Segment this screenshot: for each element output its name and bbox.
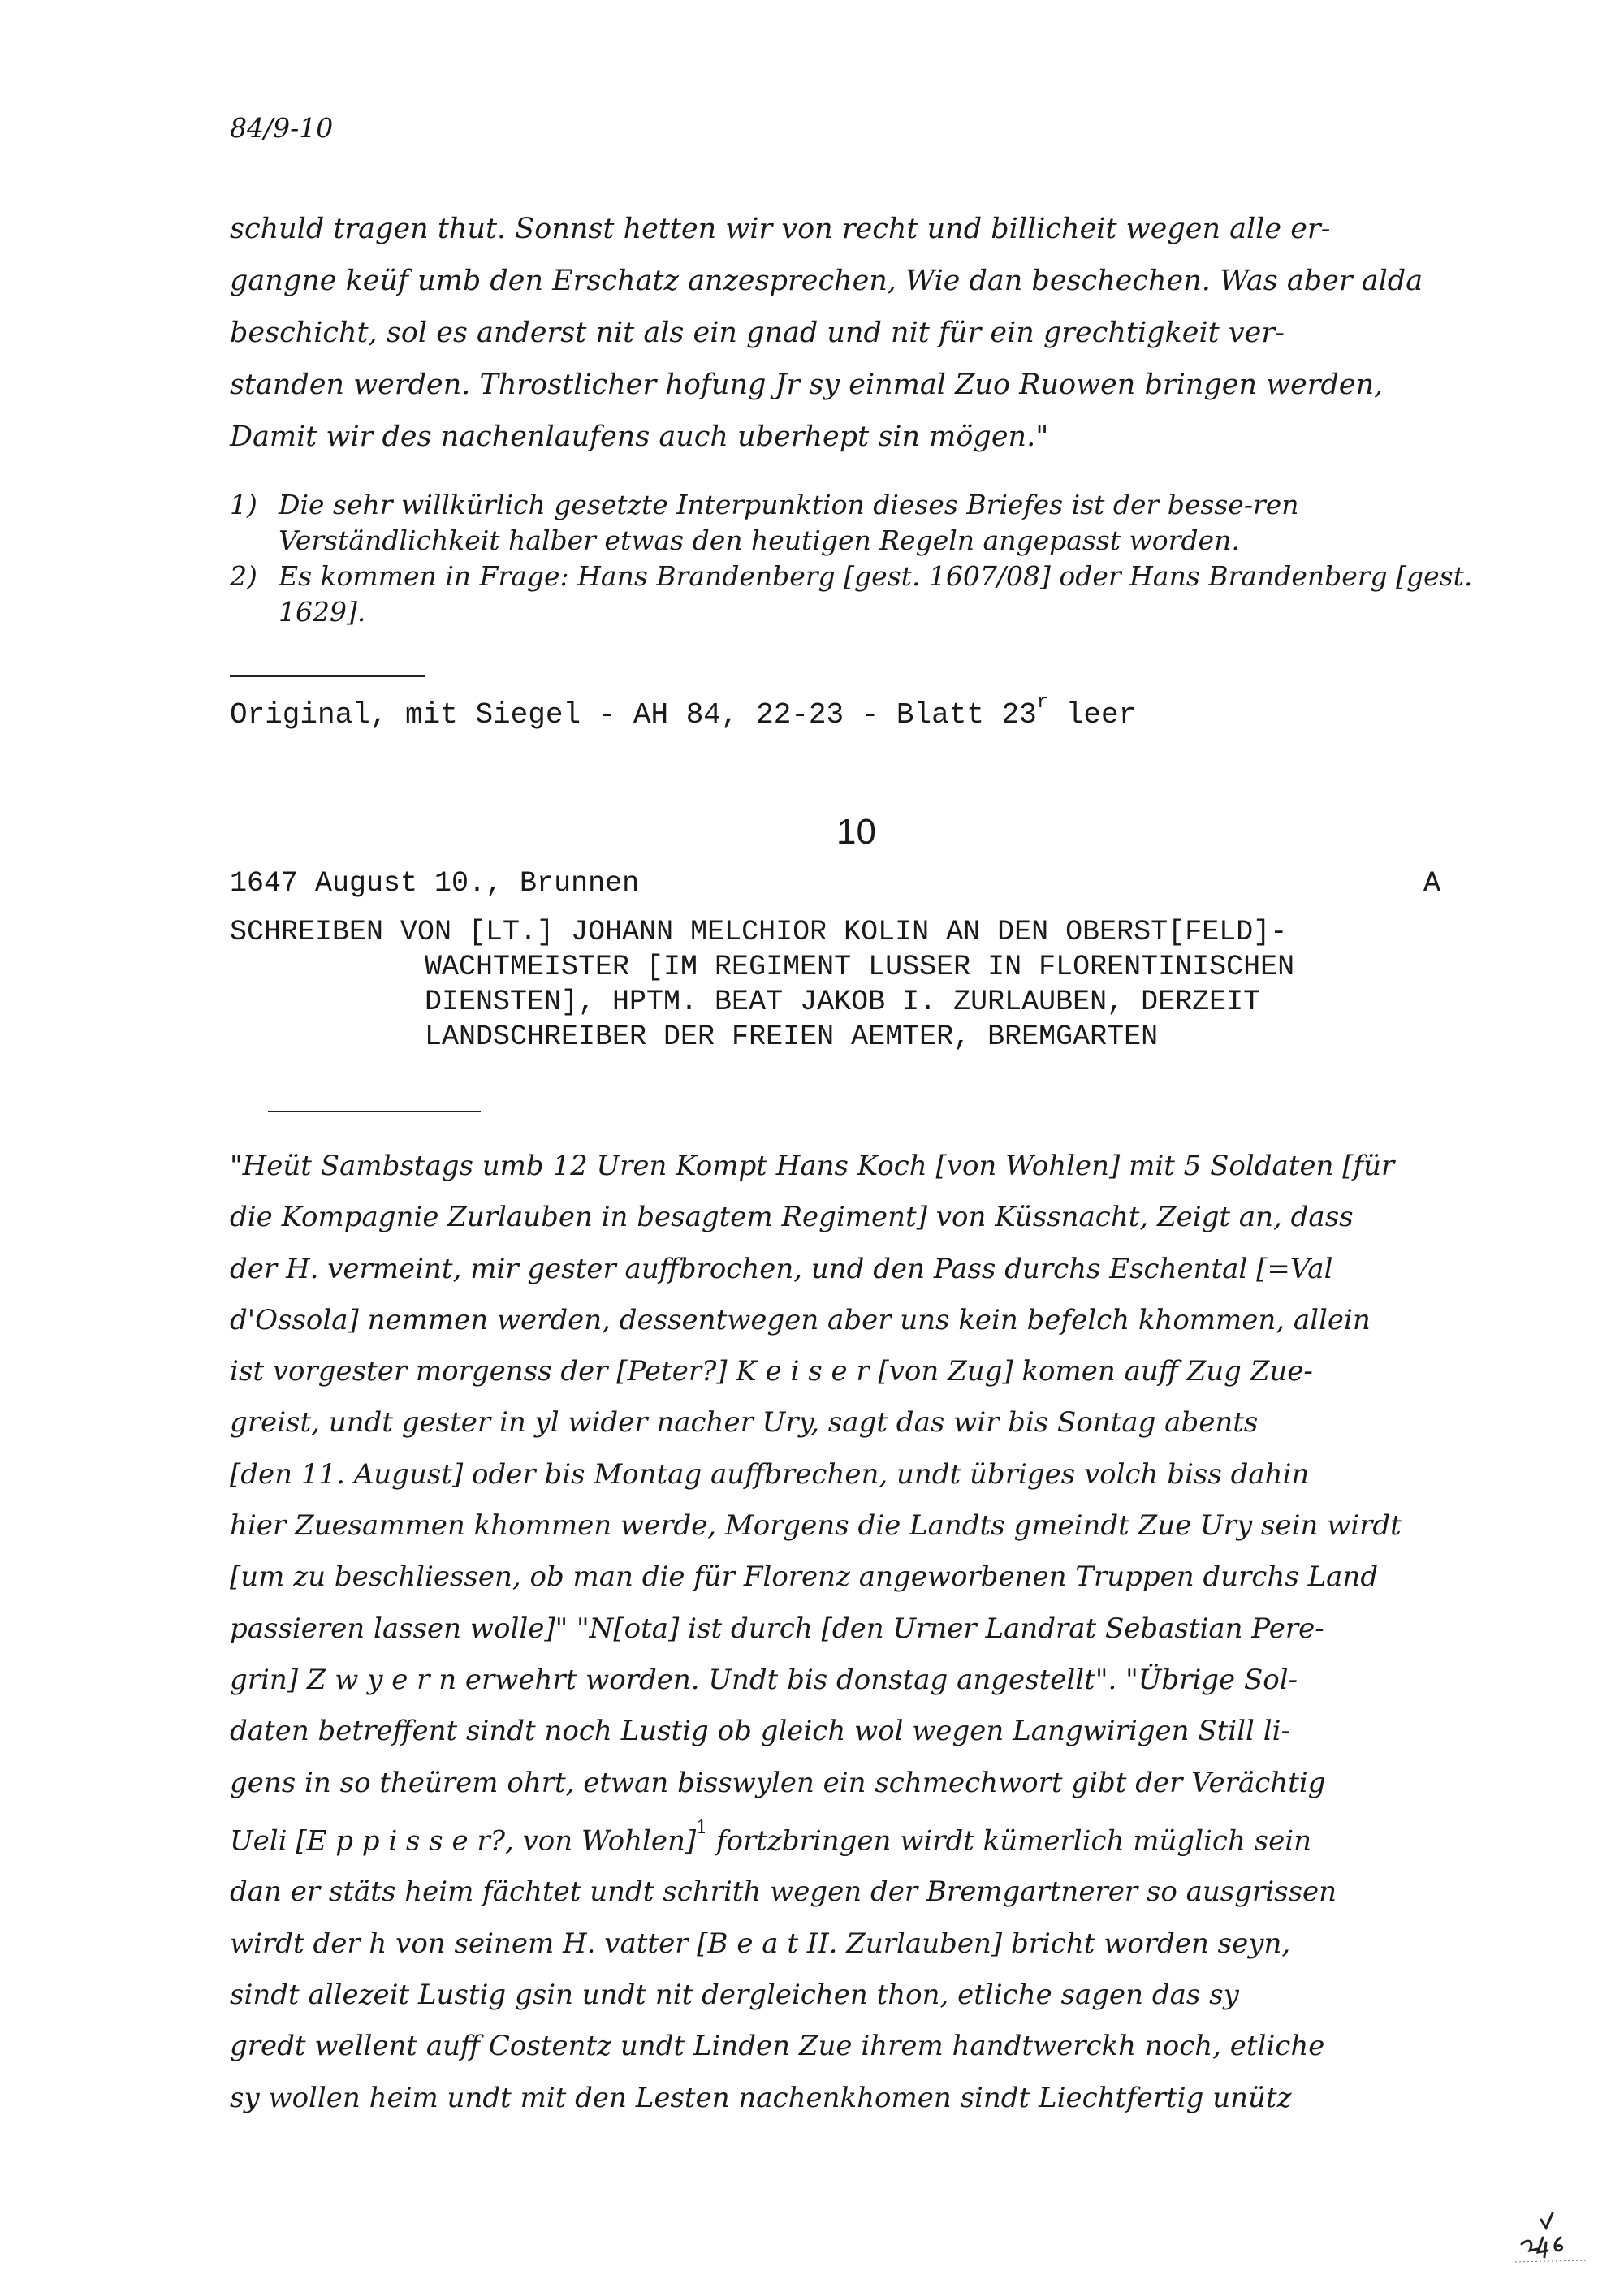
footnotes — [230, 487, 1513, 630]
heading-line: WACHTMEISTER [IM REGIMENT LUSSER IN FLORENTINISCHEN — [425, 951, 1295, 983]
footnote-number: 1) — [230, 489, 257, 520]
letter-transcription — [230, 1141, 1529, 2124]
text-line: Damit wir des nachenlaufens auch uberhept sin mögen." — [230, 421, 1049, 453]
superscript-r: r — [1036, 692, 1049, 714]
text-line: [den 11. August] oder bis Montag auffbrechen, undt übriges volch biss dahin — [230, 1457, 1310, 1491]
text-line: "Heüt Sambstags umb 12 Uren Kompt Hans Koch [von Wohlen] mit 5 Soldaten [für — [230, 1150, 1395, 1182]
text-line: dan er stäts heim fächtet undt schrith wegen der Bremgartnerer so ausgrissen — [230, 1875, 1337, 1909]
footnote-number: 2) — [230, 560, 257, 592]
footnote-text: Es kommen in Frage: Hans Brandenberg [gest. 1607/08] oder Hans Brandenberg [gest. 1629]. — [279, 560, 1473, 628]
text-line: gens in so theürem ohrt, etwan bisswylen ein schmechwort gibt der Verächtig — [230, 1766, 1326, 1799]
handwritten-checkmark-icon — [1510, 2208, 1592, 2273]
text-line: wirdt der h von seinem H. vatter [B e a t II. Zurlauben] bricht worden seyn, — [230, 1927, 1291, 1960]
footnote-2 — [230, 559, 1513, 630]
text-line: standen werden. Throstlicher hofung Jr sy einmal Zuo Ruowen bringen werden, — [230, 369, 1384, 401]
footnote-marker: 1 — [696, 1817, 708, 1838]
line-text: Ueli [E p p i s s e r?, von Wohlen] — [230, 1824, 697, 1858]
original-note-text: Original, mit Siegel - AH 84, 22-23 - Blatt 23 — [230, 698, 1037, 732]
text-line: ist vorgester morgenss der [Peter?] K e i s e r [von Zug] komen auff Zug Zue- — [230, 1355, 1313, 1388]
page-reference: 84/9-10 — [230, 112, 334, 144]
text-line: sindt allezeit Lustig gsin undt nit dergleichen thon, etliche sagen das sy — [230, 1979, 1239, 2012]
text-line: greist, undt gester in yl wider nacher Ury, sagt das wir bis Sontag abents — [230, 1406, 1259, 1439]
footnote-1 — [230, 487, 1513, 559]
line-text-tail: fortzbringen wirdt kümerlich müglich sein — [707, 1824, 1312, 1858]
text-line: grin] Z w y e r n erwehrt worden. Undt bis donstag angestellt". "Übrige Sol- — [230, 1663, 1298, 1696]
heading-line: SCHREIBEN VON [LT.] JOHANN MELCHIOR KOLIN AN DEN OBERST[FELD]- — [230, 916, 1288, 948]
text-line: passieren lassen wolle]" "N[ota] ist durch [den Urner Landrat Sebastian Pere- — [230, 1612, 1324, 1645]
text-line: gangne keüf umb den Erschatz anzesprechen, Wie dan beschechen. Was aber alda — [230, 265, 1423, 297]
text-line: der H. vermeint, mir gester auffbrochen, und den Pass durchs Eschental [=Val — [230, 1252, 1333, 1285]
original-note-tail: leer — [1048, 698, 1137, 732]
text-line: [um zu beschliessen, ob man die für Florenz angeworbenen Truppen durchs Land — [230, 1560, 1379, 1594]
heading-line: DIENSTEN], HPTM. BEAT JAKOB I. ZURLAUBEN, DERZEIT — [425, 986, 1261, 1018]
date-place: 1647 August 10., Brunnen — [230, 867, 640, 900]
document-heading — [230, 915, 1497, 1055]
text-line: gredt wellent auff Costentz undt Linden Zue ihrem handtwerckh noch, etliche — [230, 2030, 1325, 2063]
document-letter: A — [1423, 867, 1441, 900]
date-line — [230, 867, 1448, 900]
text-line: die Kompagnie Zurlauben in besagtem Regiment] von Küssnacht, Zeigt an, dass — [230, 1201, 1354, 1234]
original-note — [230, 692, 1137, 732]
text-line: beschicht, sol es anderst nit als ein gnad und nit für ein grechtigkeit ver- — [230, 317, 1285, 349]
document-number: 10 — [836, 812, 876, 852]
footnote-text: Die sehr willkürlich gesetzte Interpunktion dieses Briefes ist der besse-ren Verständlichkeit halber etwas den heutigen Regeln angepasst worden. — [279, 489, 1299, 556]
text-line — [230, 1809, 1529, 1867]
text-line: hier Zuesammen khommen werde, Morgens die Landts gmeindt Zue Ury sein wirdt — [230, 1509, 1402, 1543]
text-line: sy wollen heim undt mit den Lesten nachenkhomen sindt Liechtfertig unütz — [230, 2081, 1292, 2114]
text-line: daten betreffent sindt noch Lustig ob gleich wol wegen Langwirigen Still li- — [230, 1715, 1290, 1748]
letter-continuation — [230, 203, 1513, 463]
section-divider — [268, 1111, 481, 1112]
text-line: schuld tragen thut. Sonnst hetten wir von recht und billicheit wegen alle er- — [230, 213, 1331, 245]
section-divider — [230, 675, 425, 677]
heading-line: LANDSCHREIBER DER FREIEN AEMTER, BREMGARTEN — [425, 1021, 1159, 1053]
text-line: d'Ossola] nemmen werden, dessentwegen aber uns kein befelch khommen, allein — [230, 1303, 1371, 1336]
